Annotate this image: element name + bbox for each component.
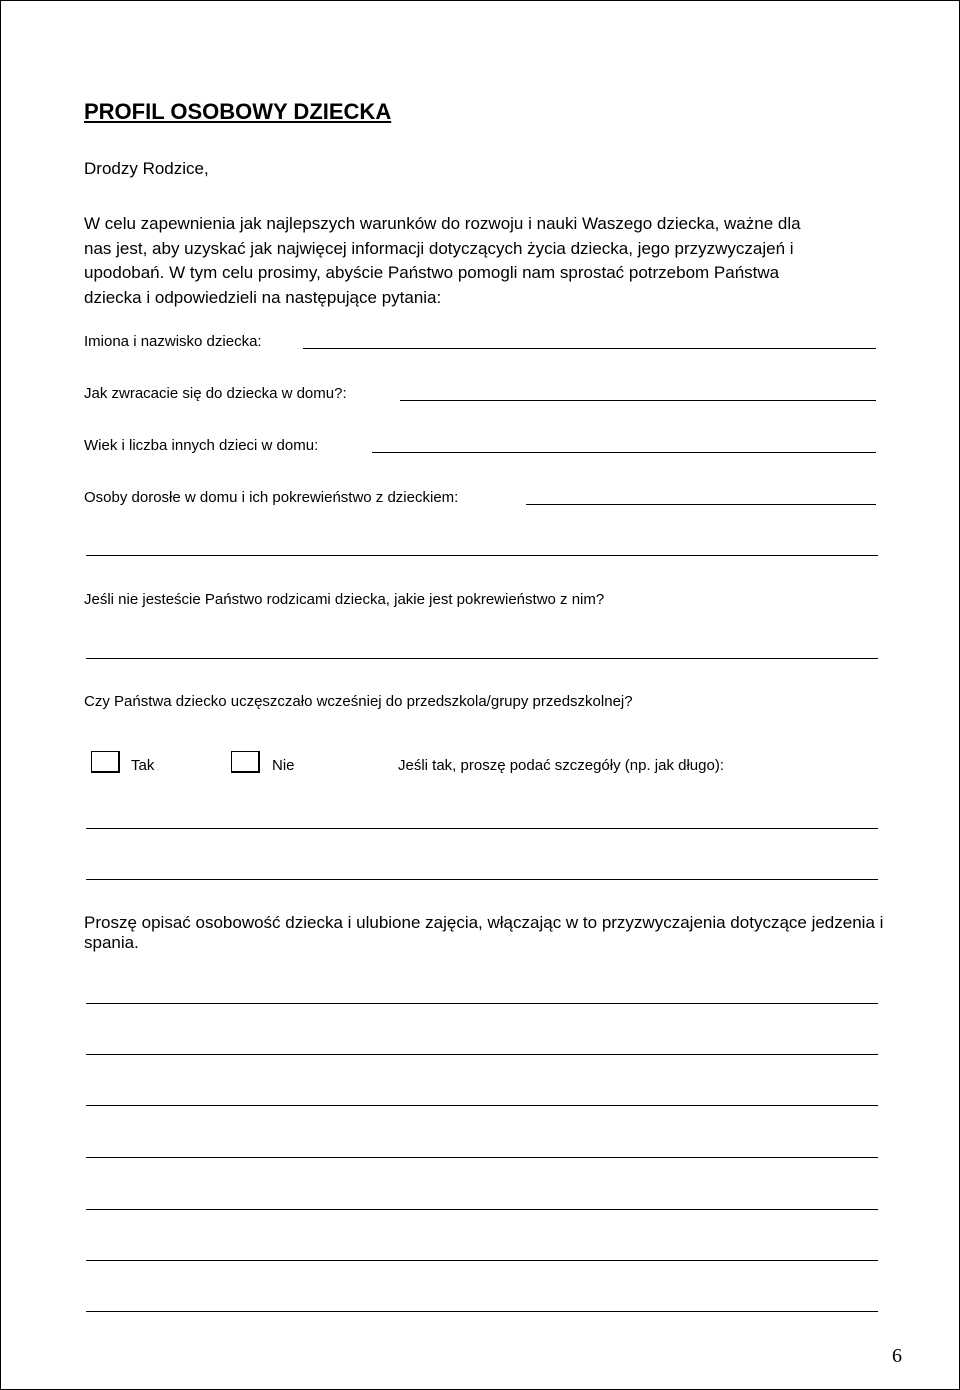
relationship-line[interactable] xyxy=(86,658,878,659)
siblings-line[interactable] xyxy=(372,452,876,453)
details-line-2[interactable] xyxy=(86,879,878,880)
page-number: 6 xyxy=(892,1345,902,1367)
personality-line-3[interactable] xyxy=(86,1105,878,1106)
child-name-label: Imiona i nazwisko dziecka: xyxy=(84,333,262,350)
yes-label: Tak xyxy=(131,757,155,774)
siblings-label: Wiek i liczba innych dzieci w domu: xyxy=(84,437,319,454)
yes-checkbox[interactable] xyxy=(91,751,120,773)
personality-line-6[interactable] xyxy=(86,1260,878,1261)
child-name-line[interactable] xyxy=(303,348,876,349)
preschool-label: Czy Państwa dziecko uczęszczało wcześniej do przedszkola/grupy przedszkolnej? xyxy=(84,693,633,710)
details-label: Jeśli tak, proszę podać szczegóły (np. jak długo): xyxy=(398,757,724,774)
adults-line[interactable] xyxy=(526,504,876,505)
intro-paragraph xyxy=(84,212,889,311)
details-line-1[interactable] xyxy=(86,828,878,829)
page-title: PROFIL OSOBOWY DZIECKA xyxy=(84,99,392,124)
relationship-label: Jeśli nie jesteście Państwo rodzicami dziecka, jakie jest pokrewieństwo z nim? xyxy=(84,591,605,608)
intro-line: nas jest, aby uzyskać jak najwięcej informacji dotyczących życia dziecka, jego przyzwyczajeń i xyxy=(84,238,794,258)
adults-line-extra[interactable] xyxy=(86,555,878,556)
address-name-label: Jak zwracacie się do dziecka w domu?: xyxy=(84,385,347,402)
personality-line-4[interactable] xyxy=(86,1157,878,1158)
no-label: Nie xyxy=(272,757,295,774)
intro-line: upodobań. W tym celu prosimy, abyście Państwo pomogli nam sprostać potrzebom Państwa xyxy=(84,263,780,283)
no-checkbox[interactable] xyxy=(231,751,260,773)
intro-line: dziecka i odpowiedzieli na następujące pytania: xyxy=(84,288,442,308)
personality-line-5[interactable] xyxy=(86,1209,878,1210)
personality-line-1[interactable] xyxy=(86,1003,878,1004)
adults-label: Osoby dorosłe w domu i ich pokrewieństwo z dzieckiem: xyxy=(84,489,459,506)
greeting: Drodzy Rodzice, xyxy=(84,159,209,178)
personality-line-7[interactable] xyxy=(86,1311,878,1312)
intro-line: W celu zapewnienia jak najlepszych warunków do rozwoju i nauki Waszego dziecka, ważne dla xyxy=(84,214,801,233)
address-name-line[interactable] xyxy=(400,400,876,401)
personality-line-2[interactable] xyxy=(86,1054,878,1055)
personality-prompt: Proszę opisać osobowość dziecka i ulubione zajęcia, włączając w to przyzwyczajenia dotyczące jedzenia i spania. xyxy=(84,913,884,952)
